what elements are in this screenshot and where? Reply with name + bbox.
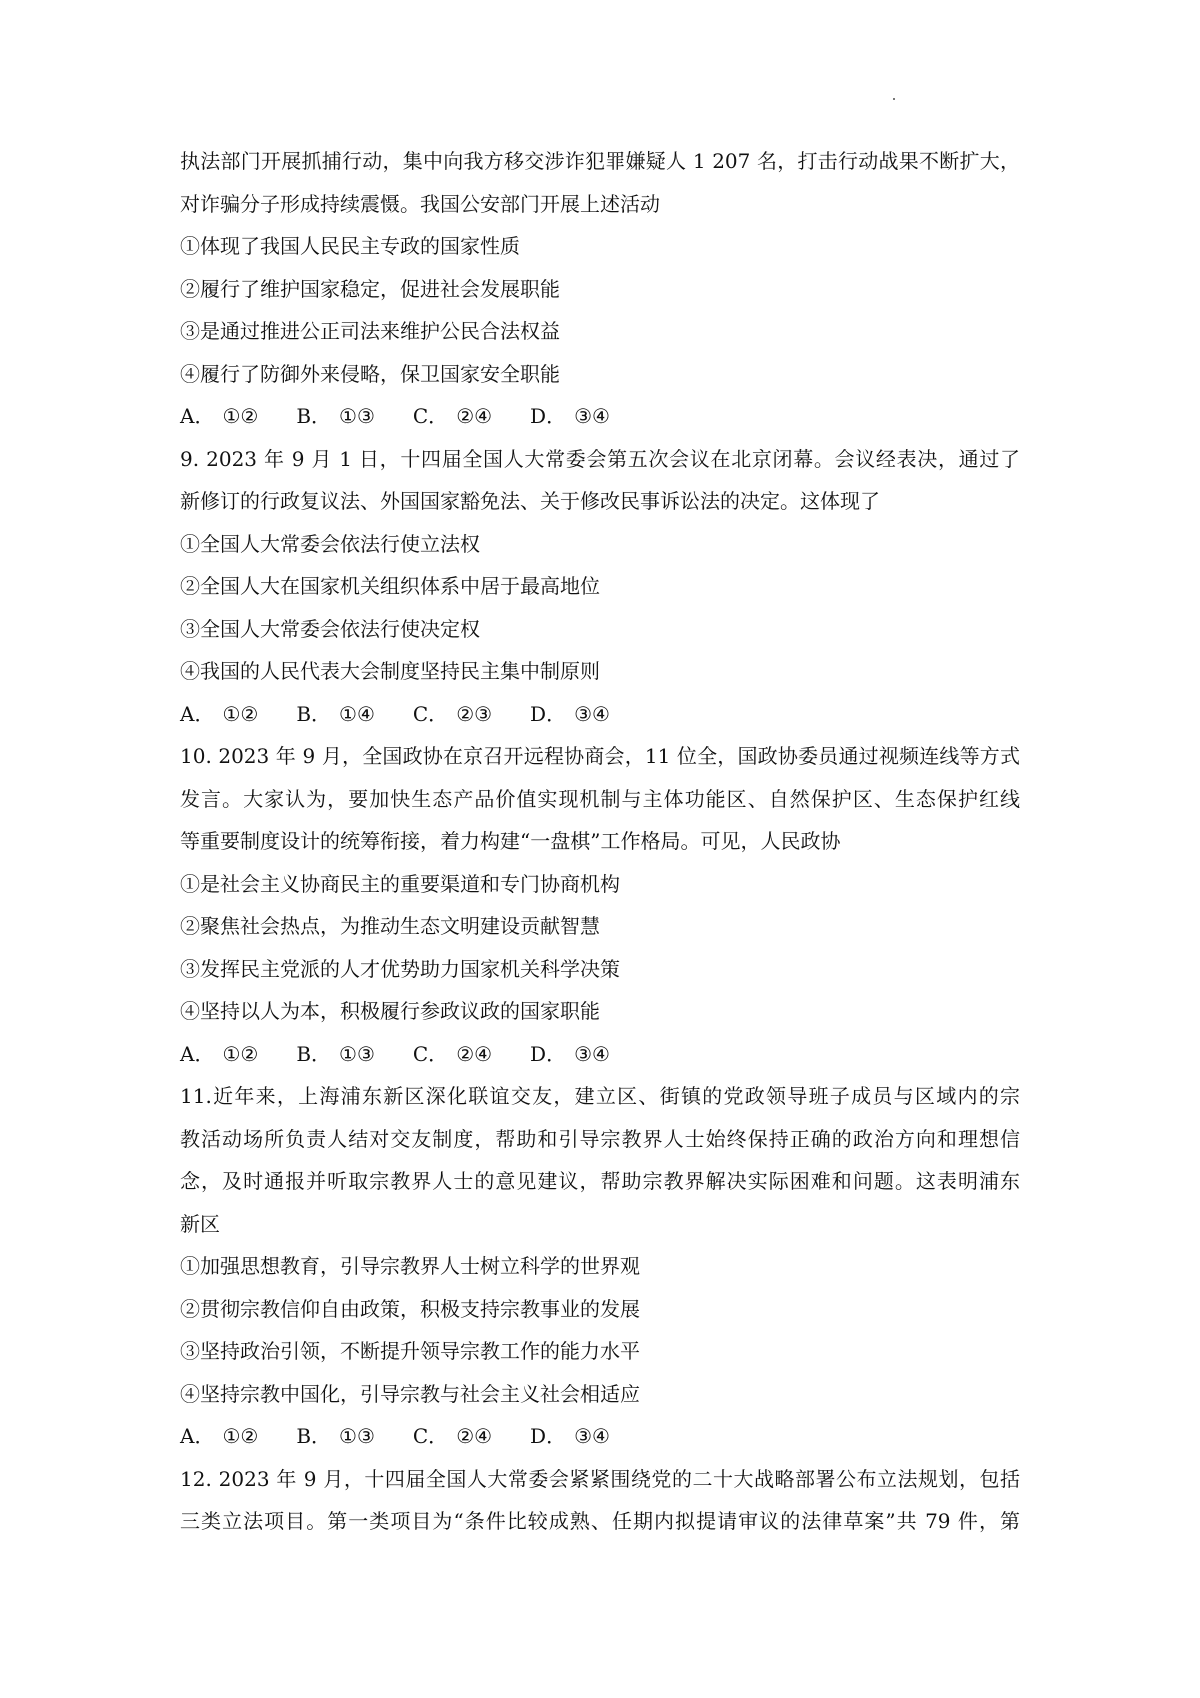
option-b[interactable] <box>296 693 375 736</box>
page-mark <box>893 98 895 100</box>
option-value: ②④ <box>456 1041 493 1066</box>
option-label: D． <box>530 1041 567 1066</box>
option-value: ③④ <box>574 1424 610 1448</box>
option-label: B． <box>296 701 332 726</box>
question-8-continuation <box>180 140 1020 438</box>
option-d[interactable] <box>530 395 610 438</box>
option-c[interactable] <box>413 395 492 438</box>
option-label: C． <box>412 1424 449 1448</box>
option-b[interactable] <box>296 1415 375 1458</box>
answer-options <box>180 395 1020 438</box>
option-a[interactable] <box>180 1033 258 1076</box>
option-value: ③④ <box>574 1041 610 1066</box>
option-value: ①③ <box>339 404 375 428</box>
option-value: ①② <box>222 404 259 428</box>
option-label: A． <box>180 701 215 726</box>
question-stem-line: 新区 <box>180 1211 220 1236</box>
option-b[interactable] <box>296 395 375 438</box>
option-label: B． <box>296 1424 332 1448</box>
option-label: C． <box>412 1041 449 1066</box>
option-label: C． <box>412 404 449 428</box>
question-stem-line: 念，及时通报并听取宗教界人士的意见建议，帮助宗教界解决实际困难和问题。这表明浦东 <box>180 1169 1020 1193</box>
question-stem-line: 10. 2023 年 9 月，全国政协在京召开远程协商会，11 位全，国政协委员通过视频连线等方式 <box>180 744 1020 768</box>
statement-item: ④坚持以人为本，积极履行参政议政的国家职能 <box>180 999 600 1023</box>
option-d[interactable] <box>530 1415 610 1458</box>
answer-options <box>180 1033 1020 1076</box>
option-d[interactable] <box>530 693 610 736</box>
statement-item: ②贯彻宗教信仰自由政策，积极支持宗教事业的发展 <box>180 1296 640 1321</box>
question-9 <box>180 438 1020 736</box>
statement-item: ④我国的人民代表大会制度坚持民主集中制原则 <box>180 659 600 683</box>
statement-item: ④履行了防御外来侵略，保卫国家安全职能 <box>180 361 560 386</box>
option-value: ①② <box>222 1041 259 1066</box>
statement-item: ②履行了维护国家稳定，促进社会发展职能 <box>180 276 560 301</box>
statement-item: ①全国人大常委会依法行使立法权 <box>180 531 480 556</box>
option-a[interactable] <box>180 693 258 736</box>
answer-options <box>180 693 1020 736</box>
question-stem-line: 9. 2023 年 9 月 1 日，十四届全国人大常委会第五次会议在北京闭幕。会议经表决，通过了 <box>180 446 1020 471</box>
option-value: ①② <box>222 701 259 726</box>
option-label: B． <box>296 404 332 428</box>
option-label: D． <box>530 404 567 428</box>
statement-item: ①加强思想教育，引导宗教界人士树立科学的世界观 <box>180 1254 640 1278</box>
option-value: ①③ <box>339 1041 375 1066</box>
exam-content <box>180 140 1020 1543</box>
question-stem-line: 对诈骗分子形成持续震慑。我国公安部门开展上述活动 <box>180 191 660 216</box>
question-stem-line: 教活动场所负责人结对交友制度，帮助和引导宗教界人士始终保持正确的政治方向和理想信 <box>180 1126 1020 1151</box>
statement-item: ③发挥民主党派的人才优势助力国家机关科学决策 <box>180 956 620 981</box>
option-c[interactable] <box>413 1415 492 1458</box>
statement-item: ①体现了我国人民民主专政的国家性质 <box>180 234 520 258</box>
option-value: ①④ <box>339 701 375 726</box>
option-value: ②④ <box>456 404 493 428</box>
statement-item: ③坚持政治引领，不断提升领导宗教工作的能力水平 <box>180 1339 640 1363</box>
option-value: ③④ <box>574 404 610 428</box>
option-label: D． <box>530 701 567 726</box>
question-stem-line: 三类立法项目。第一类项目为“条件比较成熟、任期内拟提请审议的法律草案”共 79 件，第 <box>180 1509 1020 1533</box>
question-10 <box>180 735 1020 1075</box>
answer-options <box>180 1415 1020 1458</box>
option-value: ①② <box>222 1424 259 1448</box>
option-label: A． <box>180 1041 215 1066</box>
option-c[interactable] <box>413 1033 492 1076</box>
option-d[interactable] <box>530 1033 610 1076</box>
option-b[interactable] <box>296 1033 375 1076</box>
statement-item: ①是社会主义协商民主的重要渠道和专门协商机构 <box>180 871 620 896</box>
statement-item: ②聚焦社会热点，为推动生态文明建设贡献智慧 <box>180 914 600 938</box>
option-value: ②③ <box>456 701 493 726</box>
question-stem-line: 12. 2023 年 9 月，十四届全国人大常委会紧紧围绕党的二十大战略部署公布立法规划，包括 <box>180 1466 1020 1491</box>
option-a[interactable] <box>180 395 258 438</box>
option-value: ①③ <box>339 1424 375 1448</box>
question-stem-line: 新修订的行政复议法、外国国家豁免法、关于修改民事诉讼法的决定。这体现了 <box>180 489 880 513</box>
question-stem-line: 11.近年来，上海浦东新区深化联谊交友，建立区、街镇的党政领导班子成员与区域内的宗 <box>180 1084 1020 1108</box>
option-label: C． <box>412 701 449 726</box>
option-label: A． <box>180 404 215 428</box>
option-label: B． <box>296 1041 332 1066</box>
statement-item: ③是通过推进公正司法来维护公民合法权益 <box>180 319 560 343</box>
option-label: D． <box>530 1424 567 1448</box>
question-stem-line: 执法部门开展抓捕行动，集中向我方移交涉诈犯罪嫌疑人 1 207 名，打击行动战果不断扩大， <box>180 149 1020 173</box>
question-stem-line: 等重要制度设计的统筹衔接，着力构建“一盘棋”工作格局。可见，人民政协 <box>180 829 841 853</box>
statement-item: ④坚持宗教中国化，引导宗教与社会主义社会相适应 <box>180 1381 640 1406</box>
option-label: A． <box>180 1424 215 1448</box>
statement-item: ②全国人大在国家机关组织体系中居于最高地位 <box>180 574 600 598</box>
option-value: ③④ <box>574 701 610 726</box>
statement-item: ③全国人大常委会依法行使决定权 <box>180 616 480 641</box>
option-c[interactable] <box>413 693 492 736</box>
question-11 <box>180 1075 1020 1458</box>
question-12 <box>180 1458 1020 1543</box>
option-a[interactable] <box>180 1415 258 1458</box>
question-stem-line: 发言。大家认为，要加快生态产品价值实现机制与主体功能区、自然保护区、生态保护红线 <box>180 786 1020 811</box>
option-value: ②④ <box>456 1424 493 1448</box>
